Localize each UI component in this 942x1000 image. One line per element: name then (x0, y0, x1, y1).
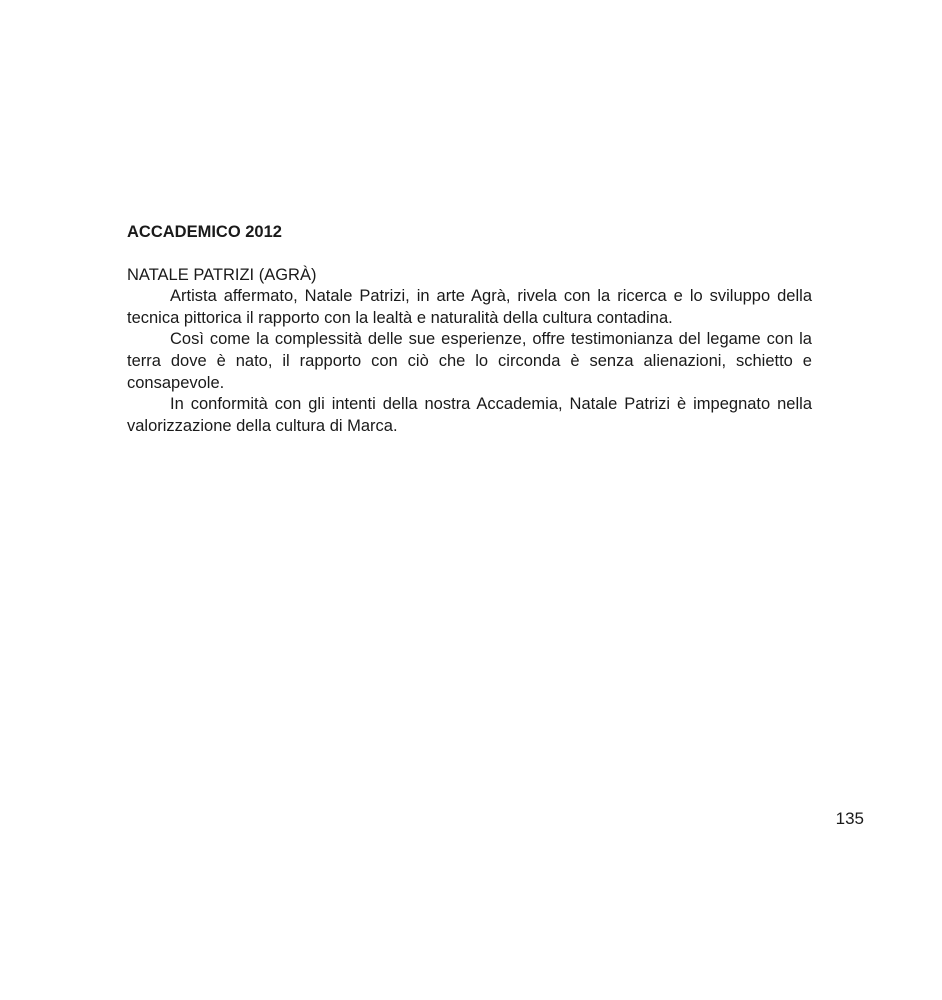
paragraph-1: Artista affermato, Natale Patrizi, in arte Agrà, rivela con la ricerca e lo sviluppo della tecnica pittorica il rapporto con la lealtà e naturalità della cultura contadina. (127, 287, 812, 327)
paragraph-3: In conformità con gli intenti della nostra Accademia, Natale Patrizi è impegnato nella valorizzazione della cultura di Marca. (127, 395, 812, 435)
text-block (127, 222, 812, 437)
section-heading: ACCADEMICO 2012 (127, 223, 282, 241)
paragraph-2: Così come la complessità delle sue esperienze, offre testimonianza del legame con la terra dove è nato, il rapporto con ciò che lo circonda è senza alienazioni, schietto e consapevole. (127, 330, 812, 392)
page-number: 135 (835, 809, 864, 828)
subject-name: NATALE PATRIZI (AGRÀ) (127, 265, 317, 284)
